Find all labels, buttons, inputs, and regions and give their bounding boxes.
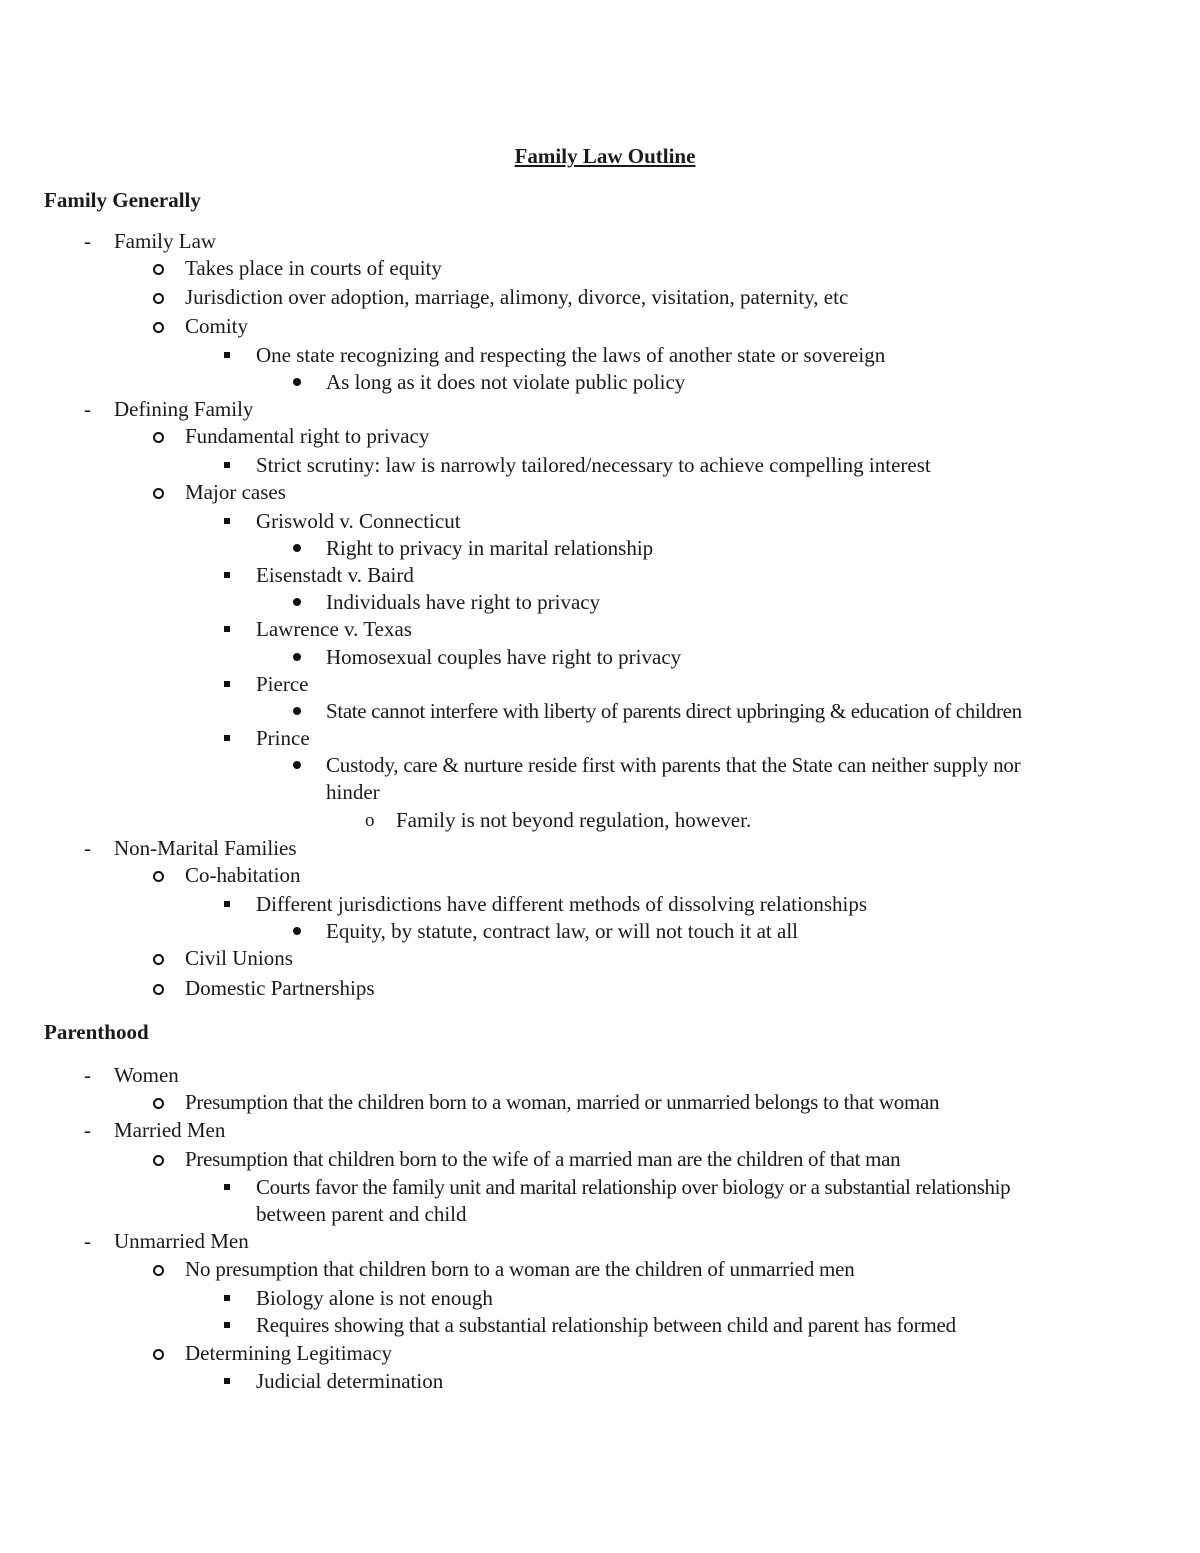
circle-bullet-icon <box>153 1265 164 1276</box>
dot-bullet-icon <box>293 598 301 606</box>
open-circle-bullet-icon: o <box>365 810 375 831</box>
square-bullet-icon <box>224 1184 230 1190</box>
dot-bullet-icon <box>293 544 301 552</box>
circle-bullet-icon <box>153 322 164 333</box>
circle-bullet-icon <box>153 954 164 965</box>
square-bullet-icon <box>224 1322 230 1328</box>
square-bullet-icon <box>224 518 230 524</box>
document-page: Family Law Outline Family Generally - Family Law Takes place in courts of equity Jurisdiction over adoption, marriage, alimony, divorce, visitation, paternity, etc Comity One state recognizing and respecting the laws of another state or sovereign As long as it does not violate public policy - Defining Family Fundamental right to privacy Strict scrutiny: law is narrowly tailored/necessary to achieve compelling interest Major cases Griswold v. Connecticut Right to privacy in marital relationship Eisenstadt v. Baird Individuals have right to privacy Lawrence v. Texas Homosexual couples have right to privacy Pierce State cannot interfere with liberty of parents direct upbringing & education of children Prince Custody, care & nurture reside first with parents that the State can neither supply nor hinder o Family is not beyond regulation, however. - Non-Marital Families Co-habitation Different jurisdictions have different methods of dissolving relationships Equity, by statute, contract law, or will not touch it at all Civil Unions Domestic Partnerships Parenthood - Women Presumption that the children born to a woman, married or unmarried belongs to that woman - Married Men Presumption that children born to the wife of a married man are the children of that man Courts favor the family unit and marital relationship over biology or a substantial relationship between parent and child - Unmarried Men No presumption that children born to a woman are the children of unmarried men Biology alone is not enough Requires showing that a substantial relationship between child and parent has formed Determining Legitimacy Judicial determination <box>0 0 1200 1553</box>
square-bullet-icon <box>224 681 230 687</box>
section-heading-family-generally: Family Generally <box>44 188 201 212</box>
circle-bullet-icon <box>153 984 164 995</box>
square-bullet-icon <box>224 626 230 632</box>
dot-bullet-icon <box>293 761 301 769</box>
dot-bullet-icon <box>293 927 301 935</box>
square-bullet-icon <box>224 901 230 907</box>
square-bullet-icon <box>224 735 230 741</box>
dot-bullet-icon <box>293 653 301 661</box>
square-bullet-icon <box>224 462 230 468</box>
circle-bullet-icon <box>153 871 164 882</box>
dot-bullet-icon <box>293 378 301 386</box>
circle-bullet-icon <box>153 488 164 499</box>
circle-bullet-icon <box>153 1155 164 1166</box>
square-bullet-icon <box>224 352 230 358</box>
circle-bullet-icon <box>153 1349 164 1360</box>
circle-bullet-icon <box>153 264 164 275</box>
dot-bullet-icon <box>293 707 301 715</box>
square-bullet-icon <box>224 1295 230 1301</box>
page-title: Family Law Outline <box>514 144 696 168</box>
section-heading-parenthood: Parenthood <box>44 1020 149 1044</box>
circle-bullet-icon <box>153 293 164 304</box>
square-bullet-icon <box>224 1378 230 1384</box>
square-bullet-icon <box>224 572 230 578</box>
circle-bullet-icon <box>153 1098 164 1109</box>
circle-bullet-icon <box>153 432 164 443</box>
